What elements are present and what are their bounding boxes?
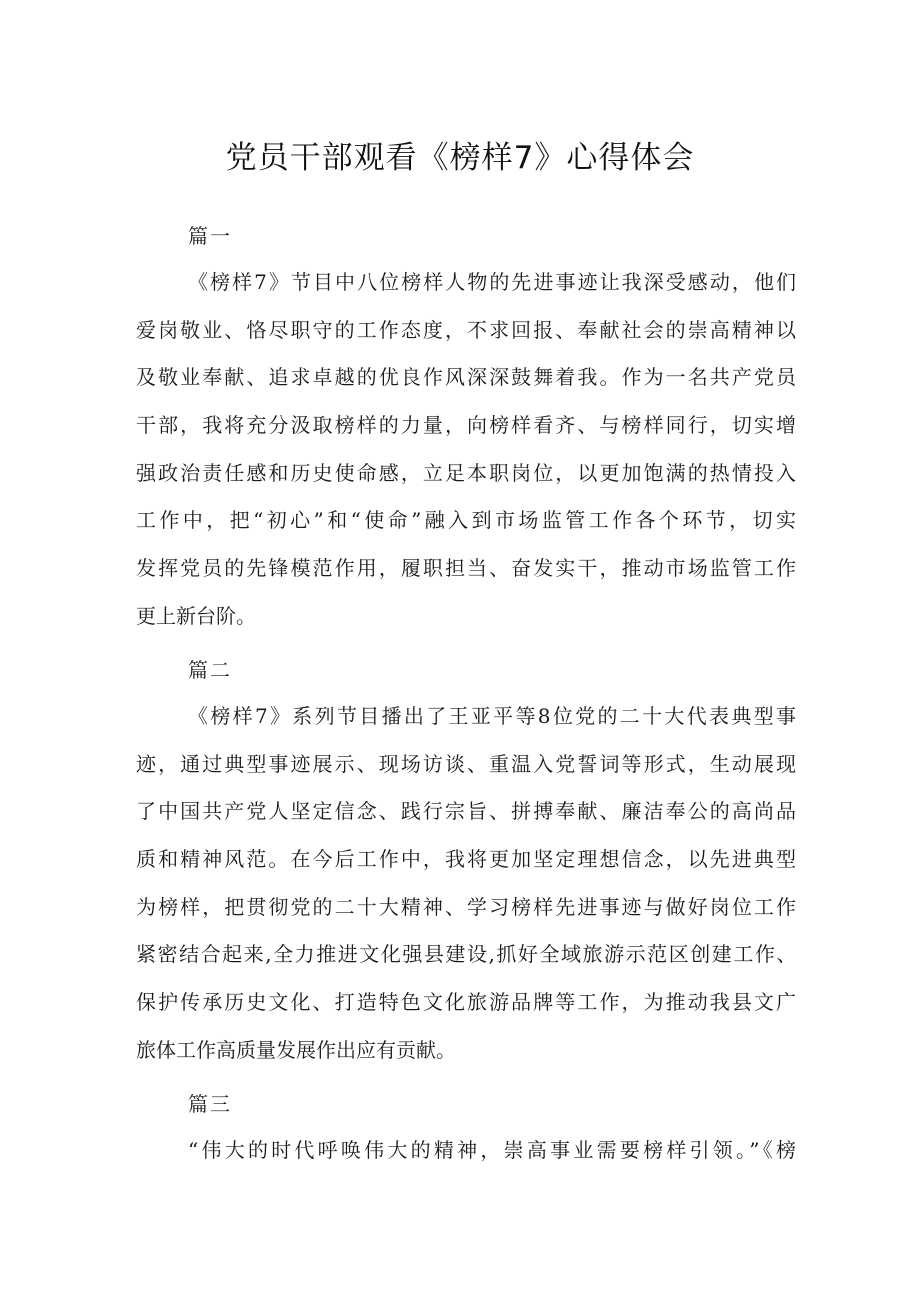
section-2-paragraph bbox=[136, 693, 796, 1075]
text-line: “伟大的时代呼唤伟大的精神，崇高事业需要榜样引领。”《榜 bbox=[188, 1138, 796, 1162]
text-line: 保护传承历史文化、打造特色文化旅游品牌等工作，为推动我县文广 bbox=[136, 990, 796, 1015]
section-label-2: 篇二 bbox=[188, 658, 232, 682]
section-label-1: 篇一 bbox=[188, 224, 232, 248]
text-line: 更上新台阶。 bbox=[136, 603, 256, 628]
text-line: 爱岗敬业、恪尽职守的工作态度，不求回报、奉献社会的崇高精神以 bbox=[136, 317, 796, 342]
text-line: 紧密结合起来,全力推进文化强县建设,抓好全域旅游示范区创建工作、 bbox=[136, 942, 796, 967]
text-line: 强政治责任感和历史使命感，立足本职岗位，以更加饱满的热情投入 bbox=[136, 460, 796, 485]
text-line: 迹，通过典型事迹展示、现场访谈、重温入党誓词等形式，生动展现 bbox=[136, 751, 796, 776]
section-label-3: 篇三 bbox=[188, 1092, 232, 1116]
text-line: 《榜样7》系列节目播出了王亚平等8位党的二十大代表典型事 bbox=[188, 704, 796, 728]
text-line: 《榜样7》节目中八位榜样人物的先进事迹让我深受感动，他们 bbox=[188, 270, 796, 294]
document-title: 党员干部观看《榜样7》心得体会 bbox=[225, 140, 695, 176]
text-line: 干部，我将充分汲取榜样的力量，向榜样看齐、与榜样同行，切实增 bbox=[136, 413, 796, 438]
text-line: 工作中，把“初心”和“使命”融入到市场监管工作各个环节，切实 bbox=[136, 508, 796, 533]
text-line: 发挥党员的先锋模范作用，履职担当、奋发实干，推动市场监管工作 bbox=[136, 556, 796, 581]
section-3-paragraph bbox=[136, 1127, 796, 1175]
text-line: 了中国共产党人坚定信念、践行宗旨、拼搏奉献、廉洁奉公的高尚品 bbox=[136, 799, 796, 824]
text-line: 为榜样，把贯彻党的二十大精神、学习榜样先进事迹与做好岗位工作 bbox=[136, 894, 796, 919]
section-1-paragraph bbox=[136, 259, 796, 641]
text-line: 旅体工作高质量发展作出应有贡献。 bbox=[136, 1037, 456, 1062]
text-line: 及敬业奉献、追求卓越的优良作风深深鼓舞着我。作为一名共产党员 bbox=[136, 365, 796, 390]
text-line: 质和精神风范。在今后工作中，我将更加坚定理想信念，以先进典型 bbox=[136, 847, 796, 872]
